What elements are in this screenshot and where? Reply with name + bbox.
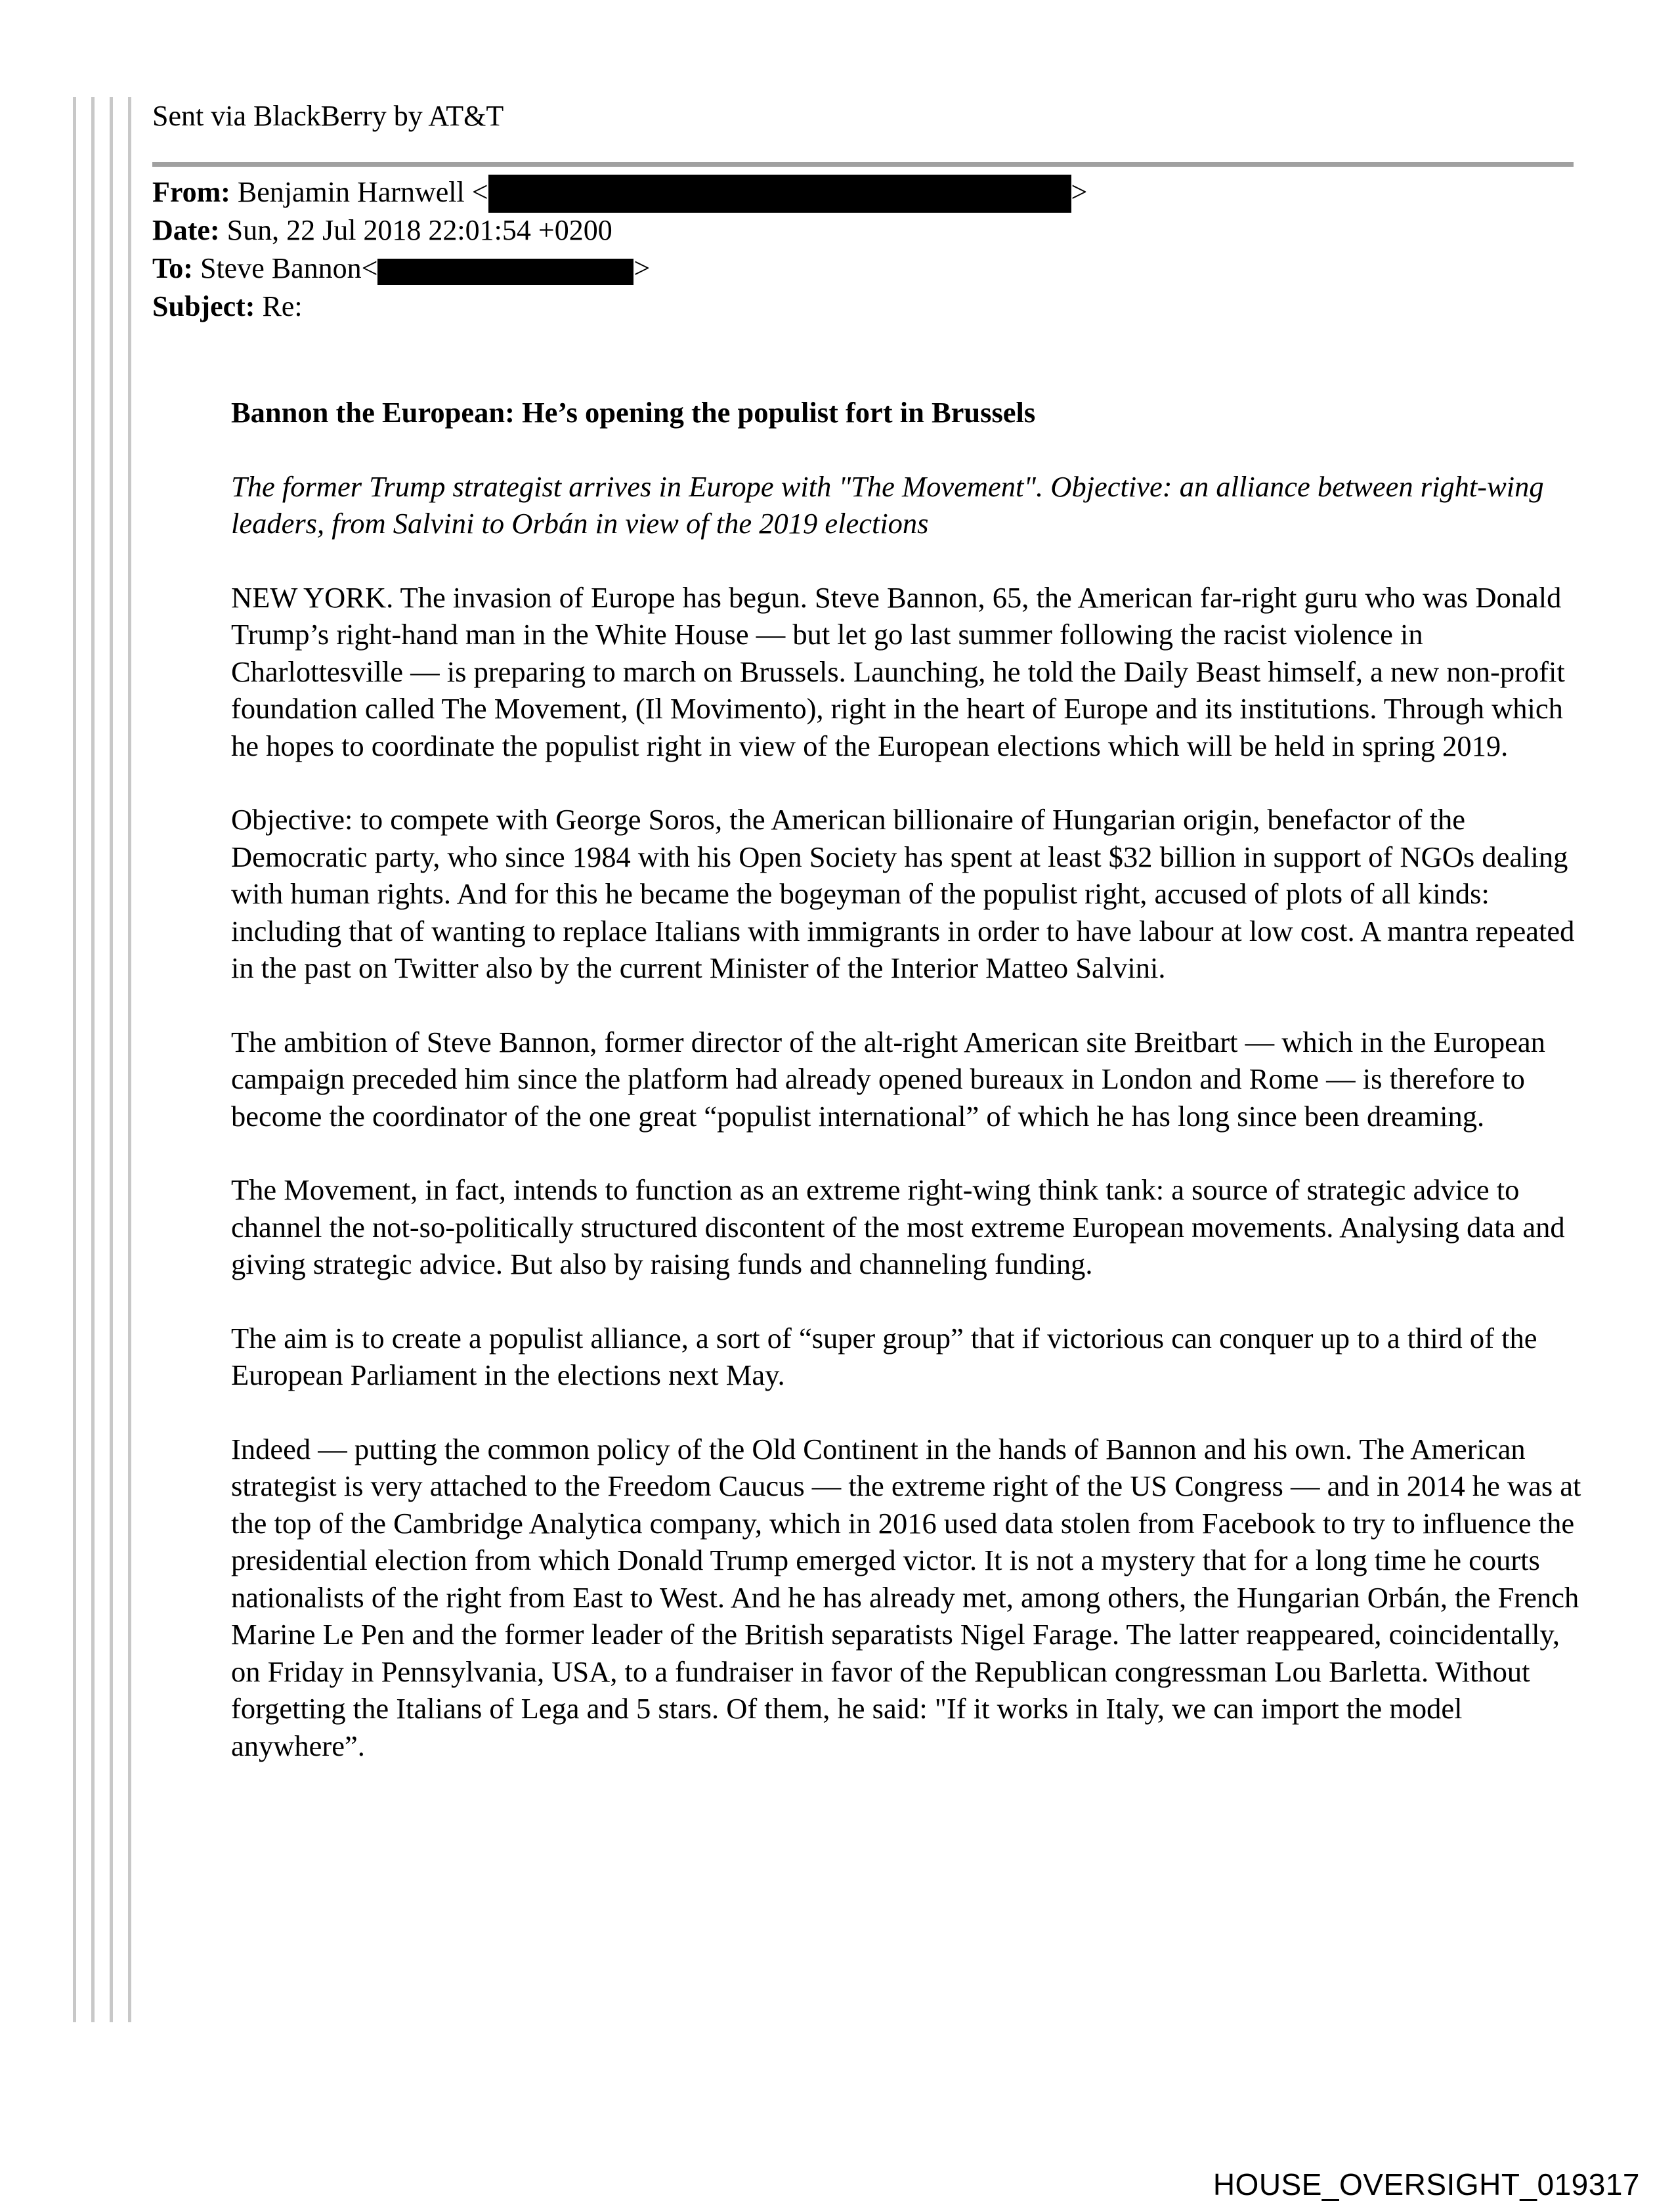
to-name: Steve Bannon< (200, 252, 378, 284)
date-label: Date: (152, 214, 220, 246)
from-name: Benjamin Harnwell < (237, 176, 488, 208)
email-to-line (152, 252, 650, 285)
email-signature: Sent via BlackBerry by AT&T (152, 100, 504, 132)
date-value: Sun, 22 Jul 2018 22:01:54 +0200 (226, 214, 612, 246)
email-subject-line (152, 290, 303, 323)
article-paragraph: The ambition of Steve Bannon, former director of the alt-right American site Breitbart — which in the European campaign preceded him since the platform had already opened bureaux in London and Rome — is therefore to become the coordinator of the one great “populist international” of which he has long since been dreaming. (231, 1025, 1545, 1133)
article-paragraph: NEW YORK. The invasion of Europe has begun. Steve Bannon, 65, the American far-right guru who was Donald Trump’s right-hand man in the White House — but let go last summer following the racist violence in Charlottesville — is preparing to march on Brussels. Launching, he told the Daily Beast himself, a new non-profit foundation called The Movement, (Il Movimento), right in the heart of Europe and its institutions. Through which he hopes to coordinate the populist right in view of the European elections which will be held in spring 2019. (231, 580, 1565, 762)
article-paragraph: The aim is to create a populist alliance, a sort of “super group” that if victorious can conquer up to a third of the European Parliament in the elections next May. (231, 1321, 1537, 1391)
from-label: From: (152, 176, 230, 208)
article-paragraph: Indeed — putting the common policy of the Old Continent in the hands of Bannon and his own. The American strategist is very attached to the Freedom Caucus — the extreme right of the US Congress — and in 2014 he was at the top of the Cambridge Analytica company, which in 2016 used data stolen from Facebook to try to influence the presidential election from which Donald Trump emerged victor. It is not a mystery that for a long time he courts nationalists of the right from East to West. And he has already met, among others, the Hungarian Orbán, the French Marine Le Pen and the former leader of the British separatists Nigel Farage. The latter reappeared, coincidentally, on Friday in Pennsylvania, USA, to a fundraiser in favor of the Republican congressman Lou Barletta. Without forgetting the Italians of Lega and 5 stars. Of them, he said: "If it works in Italy, we can import the model anywhere”. (231, 1432, 1581, 1762)
article-subhead: The former Trump strategist arrives in Europe with "The Movement". Objective: an alliance between right-wing leaders, from Salvini to Orbán in view of the 2019 elections (231, 469, 1544, 540)
from-close: > (1071, 176, 1088, 208)
to-label: To: (152, 252, 193, 284)
email-date-line (152, 214, 612, 247)
subject-value: Re: (262, 290, 303, 322)
subject-label: Subject: (152, 290, 255, 322)
header-divider (152, 162, 1574, 167)
redaction-box (377, 259, 633, 285)
redaction-box (488, 175, 1071, 213)
quote-bar (91, 97, 95, 2022)
quote-bar (110, 97, 113, 2022)
article-paragraph: The Movement, in fact, intends to function as an extreme right-wing think tank: a source of strategic advice to channel the not-so-politically structured discontent of the most extreme European movements. Analysing data and giving strategic advice. But also by raising funds and channeling funding. (231, 1173, 1565, 1280)
bates-number: HOUSE_OVERSIGHT_019317 (1213, 2167, 1640, 2201)
quote-bar (128, 97, 131, 2022)
article-headline: Bannon the European: He’s opening the populist fort in Brussels (231, 396, 1036, 429)
article-body (231, 394, 1583, 1801)
article-paragraph: Objective: to compete with George Soros, the American billionaire of Hungarian origin, benefactor of the Democratic party, who since 1984 with his Open Society has spent at least $32 billion in support of NGOs dealing with human rights. And for this he became the bogeyman of the populist right, accused of plots of all kinds: including that of wanting to replace Italians with immigrants in order to have labour at low cost. A mantra repeated in the past on Twitter also by the current Minister of the Interior Matteo Salvini. (231, 803, 1575, 984)
to-close: > (633, 252, 651, 284)
quote-bar (73, 97, 76, 2022)
email-from-line (152, 176, 1087, 213)
